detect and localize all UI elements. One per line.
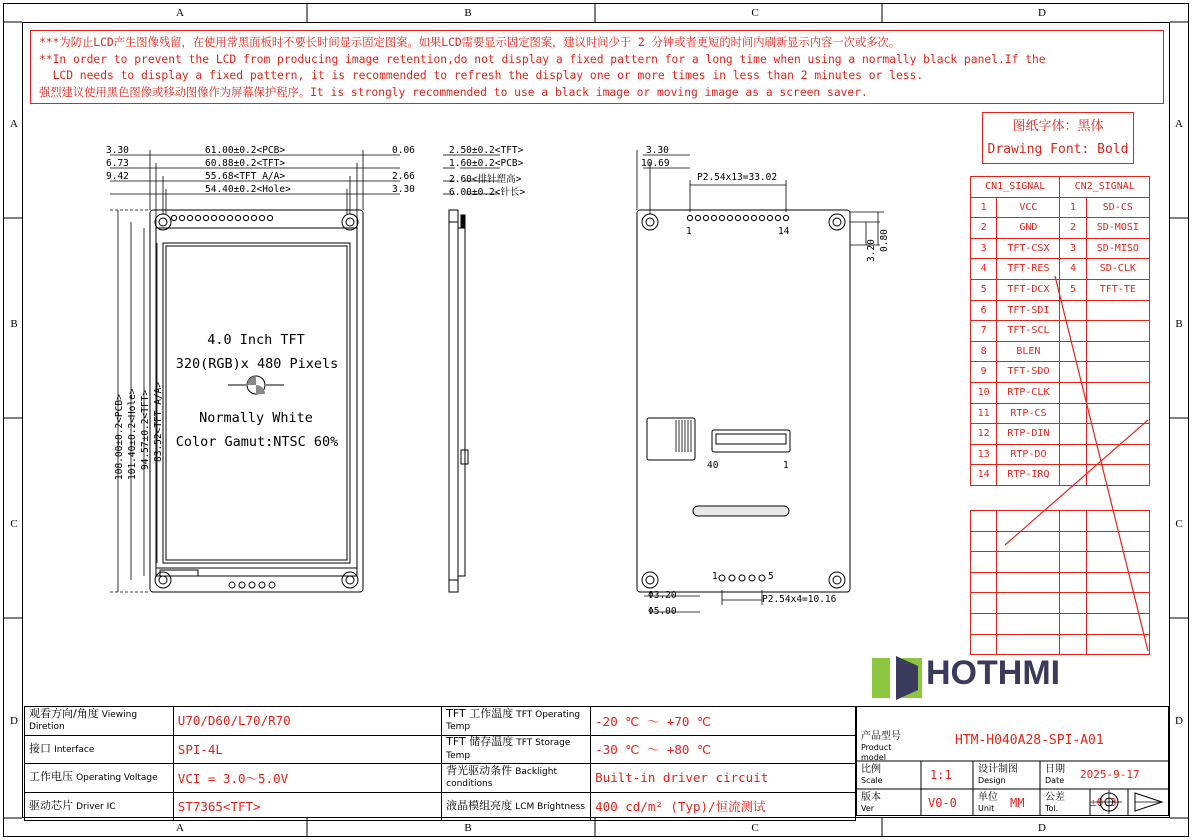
version-label-en: Ver	[861, 803, 875, 813]
cn1-pin-num: 6	[971, 300, 997, 321]
cn1-pin1-label: 1	[686, 226, 692, 237]
spec-label-cn: 背光驱动条件	[446, 763, 513, 777]
back-dim-pitch-cn1: P2.54x13=33.02	[697, 172, 778, 183]
zone-label-left-d: D	[10, 715, 18, 727]
cn1-pin-num: 2	[971, 218, 997, 239]
panel-label-color-gamut: Color Gamut:NTSC 60%	[175, 434, 339, 450]
cn2-pin5-label: 5	[768, 571, 774, 582]
spec-value-driver-ic: ST7365<TFT>	[173, 792, 441, 821]
back-dim-0-80: 0.80	[879, 229, 890, 252]
side-dim-header-height: 2.60<排针塑高>	[449, 174, 522, 185]
back-dim-1: 3.30	[646, 145, 669, 156]
cn1-pin-num: 13	[971, 444, 997, 465]
cn1-pin-sig: TFT-RES	[997, 259, 1060, 280]
zone-label-left-c: C	[10, 518, 18, 530]
spec-value-backlight: Built-in driver circuit	[591, 764, 856, 793]
spec-label-en: LCM Brightness	[515, 801, 586, 812]
spec-value-operating-voltage: VCI = 3.0～5.0V	[173, 764, 441, 793]
fpc-pin40-label: 40	[707, 460, 719, 471]
zone-label-bottom-b: B	[464, 822, 472, 834]
spec-label-cn: 工作电压	[29, 770, 73, 783]
back-dim-2: 10.69	[641, 158, 670, 169]
cn1-pin-num: 10	[971, 382, 997, 403]
cn1-pin-sig: TFT-CSX	[997, 238, 1060, 259]
cn2-header: CN2_SIGNAL	[1060, 177, 1150, 198]
spec-label-cn: 液晶模组亮度	[446, 798, 513, 812]
cn1-pin-num: 7	[971, 321, 997, 342]
spec-label-en: Backlight conditions	[446, 766, 557, 790]
panel-label-normally-white: Normally White	[199, 410, 313, 426]
cn1-pin-sig: TFT-DCX	[997, 279, 1060, 300]
cn2-pin-num: 4	[1060, 259, 1086, 280]
cn2-pin1-label: 1	[712, 571, 718, 582]
unit-label-en: Unit	[978, 803, 995, 813]
panel-label-size: 4.0 Inch TFT	[207, 332, 305, 348]
zone-label-left-a: A	[10, 118, 18, 130]
front-dim-right-1: 0.06	[392, 145, 415, 156]
side-dim-tft-thickness: 2.50±0.2<TFT>	[449, 145, 524, 156]
cn1-pin-sig: TFT-SCL	[997, 321, 1060, 342]
unit-value: MM	[1010, 796, 1025, 810]
front-dim-tft-width: 60.88±0.2<TFT>	[205, 158, 286, 169]
cn2-pin-sig: SD-CS	[1086, 197, 1149, 218]
cn1-pin-sig: BLEN	[997, 341, 1060, 362]
cn1-pin14-label: 14	[778, 226, 790, 237]
spec-value-brightness: 400 cd/m² (Typ)/恒流测试	[591, 792, 856, 821]
note-line-3: LCD needs to display a fixed pattern, it is recommended to refresh the display one or more times in less than 2 minutes or less.	[39, 69, 924, 82]
cn1-pin-sig: RTP-CS	[997, 403, 1060, 424]
scale-label-en: Scale	[861, 775, 883, 785]
scale-value: 1:1	[930, 768, 952, 782]
front-dim-hole-width: 54.40±0.2<Hole>	[205, 184, 291, 195]
zone-label-right-d: D	[1175, 715, 1183, 727]
front-dim-pcb-height: 108.00±0.2<PCB>	[114, 394, 125, 480]
cn1-pin-sig: VCC	[997, 197, 1060, 218]
date-label-cn: 日期	[1045, 764, 1065, 775]
zone-label-right-a: A	[1175, 118, 1183, 130]
cn1-pin-sig: TFT-SDI	[997, 300, 1060, 321]
back-dim-hole-dia-large: Φ5.00	[648, 606, 677, 617]
product-model-label-cn: 产品型号	[861, 731, 901, 742]
front-dim-aa-width: 55.68<TFT A/A>	[205, 171, 286, 182]
spec-value-operating-temp: -20 ℃ ～ +70 ℃	[591, 707, 856, 736]
zone-label-top-c: C	[751, 7, 759, 19]
cn2-pin-sig: TFT-TE	[1086, 279, 1149, 300]
cn1-pin-sig: TFT-SDO	[997, 362, 1060, 383]
date-label-en: Date	[1045, 775, 1065, 785]
cn1-pin-num: 8	[971, 341, 997, 362]
cn2-pin-num: 3	[1060, 238, 1086, 259]
spec-label-cn: 接口	[29, 741, 51, 755]
front-dim-aa-height: 83.52<TFT A/A>	[153, 381, 164, 462]
spec-label-cn: TFT 储存温度	[446, 735, 514, 749]
spec-label-en: TFT Storage Temp	[446, 738, 571, 761]
side-dim-pcb-thickness: 1.60±0.2<PCB>	[449, 158, 524, 169]
tolerance-label-en: Tol.	[1045, 803, 1059, 813]
cn2-pin-num: 1	[1060, 197, 1086, 218]
unit-label-cn: 单位	[978, 792, 998, 803]
design-label-cn: 设计制图	[978, 764, 1018, 775]
zone-label-top-b: B	[464, 7, 472, 19]
scale-label-cn: 比例	[861, 764, 881, 775]
spec-label-en: Operating Voltage	[76, 773, 158, 783]
spec-label-en: Driver IC	[76, 801, 116, 812]
cn2-pin-sig: SD-CLK	[1086, 259, 1149, 280]
zone-label-top-d: D	[1038, 7, 1046, 19]
back-dim-hole-dia-small: Φ3.20	[648, 590, 677, 601]
cn1-pin-num: 14	[971, 465, 997, 486]
front-dim-hole-height: 101.40±0.2<Hole>	[127, 388, 138, 480]
fpc-pin1-label: 1	[783, 460, 789, 471]
zone-label-top-a: A	[176, 7, 184, 19]
spec-label-cn: 驱动芯片	[29, 798, 73, 812]
cn1-pin-sig: RTP-IRQ	[997, 465, 1060, 486]
spec-value-interface: SPI-4L	[173, 735, 441, 764]
front-dim-right-2: 2.66	[392, 171, 415, 182]
version-label-cn: 版本	[861, 792, 881, 803]
spec-label-en: Viewing Diretion	[29, 709, 138, 733]
zone-label-right-c: C	[1175, 518, 1183, 530]
cn1-pin-num: 11	[971, 403, 997, 424]
front-dim-left-1: 3.30	[106, 145, 129, 156]
logo-wordmark: HOTHMI	[926, 654, 1061, 692]
cn1-pin-sig: RTP-CLK	[997, 382, 1060, 403]
spec-label-en: TFT Operating Temp	[446, 709, 581, 733]
front-dim-left-3: 9.42	[106, 171, 129, 182]
zone-label-bottom-d: D	[1038, 822, 1046, 834]
cn2-pin-num: 5	[1060, 279, 1086, 300]
cn2-pin-sig: SD-MISO	[1086, 238, 1149, 259]
side-dim-pin-length: 6.00±0.2<针长>	[449, 187, 526, 198]
spec-value-viewing-direction: U70/D60/L70/R70	[173, 707, 441, 736]
cn2-pin-sig: SD-MOSI	[1086, 218, 1149, 239]
back-dim-3-20: 3.20	[866, 239, 877, 262]
cn1-pin-sig: GND	[997, 218, 1060, 239]
spec-label-en: Interface	[54, 744, 95, 755]
cn1-header: CN1_SIGNAL	[971, 177, 1060, 198]
cn1-pin-sig: RTP-DIN	[997, 424, 1060, 445]
front-dim-left-2: 6.73	[106, 158, 129, 169]
cn1-pin-sig: RTP-DO	[997, 444, 1060, 465]
note-line-2: **In order to prevent the LCD from producing image retention,do not display a fixed pattern for a long time when using a normally black panel.If the	[39, 52, 1046, 66]
front-dim-pcb-width: 61.00±0.2<PCB>	[205, 145, 286, 156]
spec-value-storage-temp: -30 ℃ ～ +80 ℃	[591, 735, 856, 764]
zone-label-left-b: B	[10, 318, 18, 330]
back-dim-pitch-cn2: P2.54x4=10.16	[762, 594, 837, 605]
cn2-pin-num: 2	[1060, 218, 1086, 239]
design-label-en: Design	[978, 775, 1006, 785]
version-value: V0-0	[928, 796, 957, 810]
zone-label-bottom-a: A	[176, 822, 184, 834]
cn1-pin-num: 1	[971, 197, 997, 218]
tolerance-value: ±0.3	[1090, 796, 1117, 809]
cn1-pin-num: 4	[971, 259, 997, 280]
front-dim-tft-height: 94.57±0.2<TFT>	[140, 389, 151, 470]
zone-label-bottom-c: C	[751, 822, 759, 834]
tolerance-label-cn: 公差	[1045, 792, 1065, 803]
drawing-font-en: Drawing Font: Bold	[987, 142, 1129, 157]
date-value: 2025-9-17	[1080, 768, 1140, 781]
note-line-4: 强烈建议使用黑色图像或移动图像作为屏幕保护程序。It is strongly recommended to use a black image or moving image as a screen saver.	[39, 85, 868, 99]
cn1-pin-num: 12	[971, 424, 997, 445]
cn1-pin-num: 5	[971, 279, 997, 300]
spec-label-cn: TFT 工作温度	[446, 706, 514, 720]
cn1-pin-num: 9	[971, 362, 997, 383]
product-model-label-en: Product model	[861, 742, 892, 762]
cn1-pin-num: 3	[971, 238, 997, 259]
spec-label-cn: 观看方向/角度	[29, 706, 99, 720]
drawing-font-cn: 图纸字体：黑体	[1012, 119, 1104, 134]
product-model-value: HTM-H040A28-SPI-A01	[955, 733, 1104, 748]
zone-label-right-b: B	[1175, 318, 1183, 330]
note-line-1: ***为防止LCD产生图像残留，在使用常黑面板时不要长时间显示固定图案。如果LCD需要显示固定图案，建议时间少于 2 分钟或者更短的时间内刷新显示内容一次或多次。	[39, 36, 901, 49]
panel-label-resolution: 320(RGB)x 480 Pixels	[175, 356, 339, 372]
front-dim-right-3: 3.30	[392, 184, 415, 195]
